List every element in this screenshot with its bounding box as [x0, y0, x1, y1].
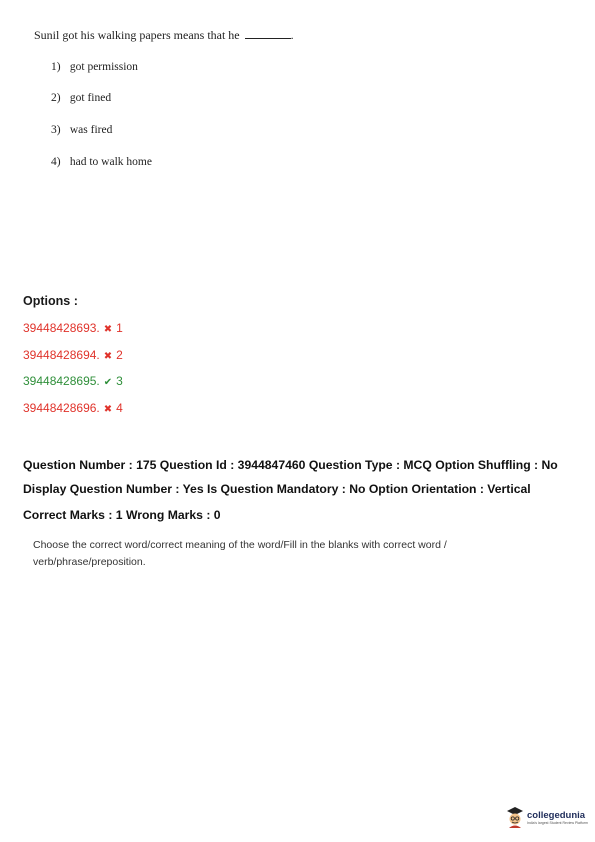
option-value: 3 [116, 374, 123, 388]
option-value: 1 [116, 321, 123, 335]
options-title: Options : [23, 294, 78, 308]
cross-icon: ✖ [103, 324, 113, 335]
question-stem: Sunil got his walking papers means that he [34, 28, 240, 42]
graduate-mascot-icon [505, 806, 525, 828]
option-value: 2 [116, 348, 123, 362]
option-row-1 [23, 321, 123, 335]
option-row-4 [23, 401, 123, 415]
question-option-3: 3) was fired [51, 124, 113, 136]
instruction-text: Choose the correct word/correct meaning of the word/Fill in the blanks with correct word / verb/phrase/preposition. [33, 539, 447, 568]
option-value: 4 [116, 401, 123, 415]
option-row-2 [23, 348, 123, 362]
brand-watermark [505, 806, 588, 828]
question-meta-line-1: Question Number : 175 Question Id : 3944847460 Question Type : MCQ Option Shuffling : No [23, 458, 558, 472]
question-option-4: 4) had to walk home [51, 156, 152, 168]
option-id: 39448428693. [23, 321, 100, 335]
question-meta-line-3: Correct Marks : 1 Wrong Marks : 0 [23, 508, 221, 522]
cross-icon: ✖ [103, 351, 113, 362]
question-option-2: 2) got fined [51, 92, 112, 104]
question-option-1: 1) got permission [51, 61, 138, 73]
brand-name: collegedunia [527, 809, 586, 821]
option-id: 39448428694. [23, 348, 100, 362]
check-icon: ✔ [103, 377, 113, 388]
cross-icon: ✖ [103, 404, 113, 415]
option-row-3 [23, 374, 123, 388]
question-meta-line-2: Display Question Number : Yes Is Question Mandatory : No Option Orientation : Vertical [23, 482, 531, 496]
question-text: Sunil got his walking papers means that he . [34, 28, 294, 42]
option-id: 39448428696. [23, 401, 100, 415]
answer-blank [245, 28, 291, 39]
brand-tagline: India's largest Student Review Platform [527, 820, 588, 825]
option-id: 39448428695. [23, 374, 100, 388]
